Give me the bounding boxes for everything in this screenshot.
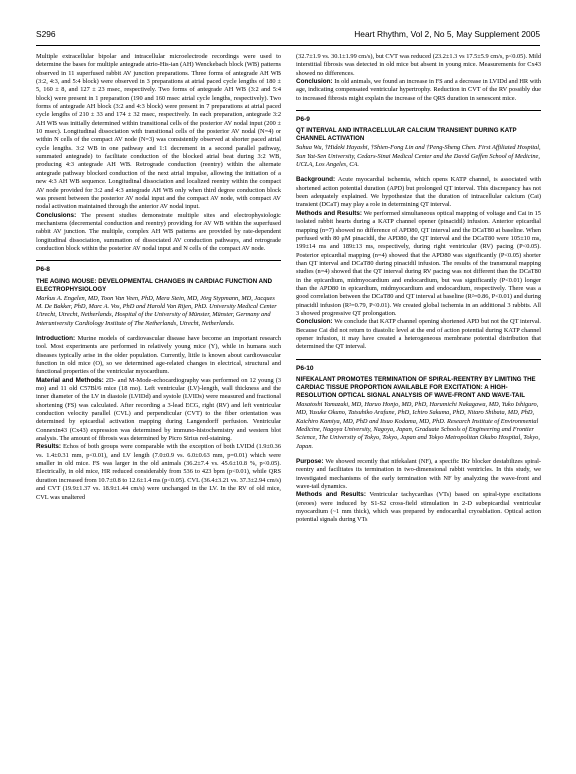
- results-label: Results:: [36, 443, 62, 451]
- conclusion-paragraph: [296, 318, 541, 351]
- journal-citation: Heart Rhythm, Vol 2, No 5, May Supplement 2005: [354, 29, 540, 39]
- results-paragraph: [36, 443, 281, 501]
- conclusion-label: Conclusion:: [296, 318, 333, 326]
- purpose-paragraph: [296, 458, 541, 491]
- abstract-title: QT INTERVAL AND INTRACELLULAR CALCIUM TRANSIENT DURING KATP CHANNEL ACTIVATION: [296, 127, 517, 143]
- continued-abstract-body: Multiple extracellular bipolar and intracellular microelectrode recordings were used to determine the bases for multiple antegrade atrio-His-ian (AH) Wenckebach block (WB) patterns observed in 11 superfused rabbit AV junction preparations. Three forms of antegrade AH WB (3:2, 4:3, and 5:4 block) were observed in 3 preparations at atrial paced cycle lengths of 180 ± 5, 160 ± 8, and 127 ± 23 msec, respectively. Two forms of antegrade AH WB (3:2 and 5:4 block) were present in 1 preparation (190 and 160 msec atrial cycle lengths, respectively). Two forms of antegrade AH block (3:2 and 4:3 block) were present in 7 preparations at atrial paced cycle lengths of 210 ± 33 and 174 ± 32 msec, respectively. In each preparation, antegrade 3:2 AH WB was initially determined within transitional cells of the posterior AV nodal input (200 ± 10 msec). Longitudinal dissociation with transitional cells of the posterior AV nodal (N=4) or within N cells of the compact AV node (N=3) was consistently observed at shorter paced atrial cycle lengths. 3:2 WB in one pathway and 1:1 decrement in a second parallel pathway, summated antegrade) to facilitate conduction of the blocked atrial beat during 3:2 WB, producing 4:3 antegrade AH WB. Retrograde conduction (reentry) within the alternate antegrade pathway blocked conduction of the next atrial impulse, allowing the initiation of a new 4:3 AH WB sequence. Longitudinal dissociation and localized reentry within the compact AV node provided for 3:2 and 4:3 antegrade AH WB only when third degree conduction block was present between the posterior AV nodal input and the compact AV node, with compact AV nodal activation maintained through the anterior AV nodal input.: [36, 53, 281, 211]
- conclusions-paragraph: [36, 212, 281, 254]
- abstract-authors: Suhua Wu, †Hideki Hayashi, †Shien-Fong Lin and †Peng-Sheng Chen. First Affiliated Hospital, Sun Yat-Sen University, Cedars-Sinai Medical Center and the David Geffen School of Medicine, UCLA, Los Angeles, CA.: [296, 144, 541, 169]
- left-column: [36, 53, 281, 502]
- introduction-label: Introduction:: [36, 334, 76, 342]
- abstract-authors: Masatoshi Yamazaki, MD, Haruo Honjo, MD, PhD, Harumichi Nakagawa, MD, Yuko Ishiguro, MD, Yusuke Okuno, Tatsuhiko Arafune, PhD, Ichiro Sakuma, PhD, Nitaro Shibata, MD, PhD, Kaichiro Kamiya, MD, PhD and Itsuo Kodama, MD, PhD. Research Institute of Environmental Medicine, Nagoya University, Nagoya, Japan, Graduate Schools of Engineering and Frontier Science, The University of Tokyo, Tokyo, Japan and Tokyo Metropolitan Okubo Hospital, Tokyo, Japan.: [296, 401, 540, 450]
- page-number: S296: [36, 29, 56, 39]
- abstract-authors: Markus A. Engelen, MD, Toon Van Veen, PhD, Mera Stein, MD, Jörg Stypmann, MD, Jacques M. De Bakker, PhD, Marc A. Vos, PhD and Harold Van Rijen, PhD. University Medical Center Utrecht, Utrecht, Netherlands, Hospital of the University of Münster, Münster, Germany and Interuniversity Cardiology Institute of The Netherlands, Utrecht, Netherlands.: [36, 294, 277, 327]
- conclusion-text: We conclude that KATP channel opening shortened APD but not the QT interval. Because Cai did not return to diastolic level at the end of action potential during KATP channel opener infusion, it may have created a heterogeneous membrane potential distribution that determined the QT interval.: [296, 318, 541, 351]
- methods-text: We performed simultaneous optical mapping of voltage and Cai in 15 isolated rabbit hearts during a KATP channel opener (pinacidil) infusion. Anterior epicardial mapping (n=7) showed no difference of APD80, QT interval and the DCaT80 at baseline. When perfused with 80 μM pinacidil, the APD80, the QT interval and the DCaT80 were 105±10 ms, 199±14 ms and 189±13 ms, respectively, during right ventricular (RV) pacing (P<0.05). Posterior epicardial mapping (n=4) showed that the APD80 was significantly (P<0.05) shorter than QT interval and DCaT80 during pinacidil infusion. The results of the transmural mapping studies (n=4) showed that the QT interval during RV pacing was not different than the DCaT80 in the epicardium, midmyocardium and endocardium, but was significantly (P<0.01) longer than the APD80 in epicardium, midmyocardium and endocardium, respectively. There was a good correlation between the DCaT80 and QT interval at baseline (R²=0.86, P<0.01) and during pinacidil infusion (R²=0.79, P<0.01). We created global ischemia in an additional 3 rabbits. All 3 showed progressive QT prolongation.: [296, 209, 541, 317]
- background-text: Acute myocardial ischemia, which opens KATP channel, is associated with shortened action potential duration (APD) but prolonged QT interval. This discrepancy has not been adequately explained. We hypothesize that the duration of intracellular calcium (Cai) transient (DCaT) may play a role in determining QT interval.: [296, 176, 541, 209]
- purpose-label: Purpose:: [296, 458, 324, 466]
- conclusions-label: Conclusions:: [36, 211, 77, 219]
- abstract-id: P6-9: [296, 116, 310, 124]
- background-paragraph: [296, 176, 541, 209]
- abstract-title: NIFEKALANT PROMOTES TERMINATION OF SPIRAL-REENTRY BY LIMITING THE CARDIAC TISSUE PROPORTION AVAILABLE FOR EXCITATION: A HIGH-RESOLUTION OPTICAL SIGNAL ANALYSIS OF WAVE-FRONT AND WAVE-TAIL: [296, 376, 536, 399]
- conclusions-text: The present studies demonstrate multiple sites and electrophysiologic mechanisms (decremental conduction and reentry) providing for AV WB within the superfused rabbit AV junction. The multiple, complex AH WB patterns are provided by rate-dependent longitudinal dissociation, summation of dissociated AV conduction pathways, and retrograde conduction block within the posterior AV nodal input and N cells of the compact AV node.: [36, 211, 281, 252]
- methods-text: Ventricular tachycardias (VTs) based on spiral-type excitations (ereoes) were induced by S1-S2 cross-field stimulation in 2-D subepicardial ventricular myocardium (~1 mm thick), which was prepared by endocardial cryoablation. Optical action potential signals during VTs: [296, 491, 541, 524]
- conclusion-text: In old animals, we found an increase in FS and a decrease in LVIDd and HR with age, indicating compensated ventricular hypertrophy. Reduction in CVT of the RV possibly due to increased fibrosis might explain the increase of the QRS duration in senescent mice.: [296, 78, 542, 102]
- abstract-divider: [296, 359, 541, 360]
- methods-paragraph: [296, 491, 541, 524]
- conclusion-label: Conclusion:: [296, 78, 333, 86]
- continued-results-text: (32.7±1.9 vs. 30.1±1.99 cm/s), but CVT was reduced (23.2±1.3 vs 17.5±5.9 cm/s, p<0.05). Mild interstitial fibrosis was detected in old mice but absent in young mice. Measurements for Cx43 showed no differences.: [296, 53, 541, 77]
- right-column: [296, 53, 541, 525]
- abstract-title: THE AGING MOUSE: DEVELOPMENTAL CHANGES IN CARDIAC FUNCTION AND ELECTROPHYSIOLOGY: [36, 277, 273, 293]
- abstract-divider: [36, 260, 281, 261]
- abstract-id: P6-10: [296, 364, 314, 372]
- header-rule: [36, 45, 540, 46]
- methods-paragraph: [296, 210, 541, 318]
- abstract-id: P6-8: [36, 266, 50, 274]
- methods-text: 2D- and M-Mode-echocardiography was performed on 12 young (3 mo) and 11 old C57Bl/6 mice (18 mo). Left ventricular (LV)-length, wall thickness and the inner diameter of the LV in diastole (LVIDd) and systole (LVIDs) were measured and fractional shortening (FS) was calculated. After recording a 3-lead ECG, right (RV) and left ventricular conduction velocity parallel (CVL) and perpendicular (CVT) to the fiber orientation was determined by epicardial activation mapping during Langendorff perfusion. Ventricular Connexin43 (Cx43) expression was determined by immuno-histochemistry and western blot analysis. The amount of fibrosis was determined by Picro Sirius red-staining.: [36, 376, 281, 443]
- introduction-text: Murine models of cardiovascular disease have become an important research tool. Most experiments are performed in relatively young mice (Y), while in humans such diseases typically arise in the older population. Currently, little is known about cardiovascular function in old mice (O), so we determined age-related changes in electrical, structural and functional properties of the ventricular myocardium.: [36, 334, 281, 376]
- methods-paragraph: [36, 377, 281, 444]
- conclusion-paragraph: [296, 78, 541, 103]
- methods-label: Methods and Results:: [296, 209, 363, 217]
- running-header: [36, 29, 540, 43]
- results-text: Echos of both groups were comparable with the exception of both LVIDd (1.9±0.36 vs. 1.4±0.31 mm, p<0.01), and LV length (7.0±0.9 vs. 6.0±0.63 mm, p=0.01) which were smaller in old mice. FS was larger in the old animals (36.2±7.4 vs. 45.6±10.8 %, p<0.05). Electrically, in old mice, HR reduced considerably from 536 to 423 bpm (p<0.01), while QRS duration increased from 10.7±0.8 to 12.6±1.4 ms (p<0.05). CVL (36.4±3.21 vs. 37.3±2.94 cm/s) and CVT (19.9±1.37 vs. 18.9±1.44 cm/s) were unchanged in the LV. In the RV of old mice, CVL was unaltered: [36, 443, 281, 501]
- methods-label: Methods and Results:: [296, 491, 366, 499]
- introduction-paragraph: [36, 335, 281, 377]
- background-label: Background:: [296, 176, 336, 184]
- methods-label: Material and Methods:: [36, 376, 104, 384]
- purpose-text: We showed recently that nifekalant (NF), a specific IKr blocker destabilizes spiral-reentry and facilitates its termination in two-dimensional rabbit ventricles. In this study, we investigated mechanisms of the early termination with NF by analyzing the wave-front and wave-tail dynamics.: [296, 458, 541, 491]
- abstract-divider: [296, 110, 541, 111]
